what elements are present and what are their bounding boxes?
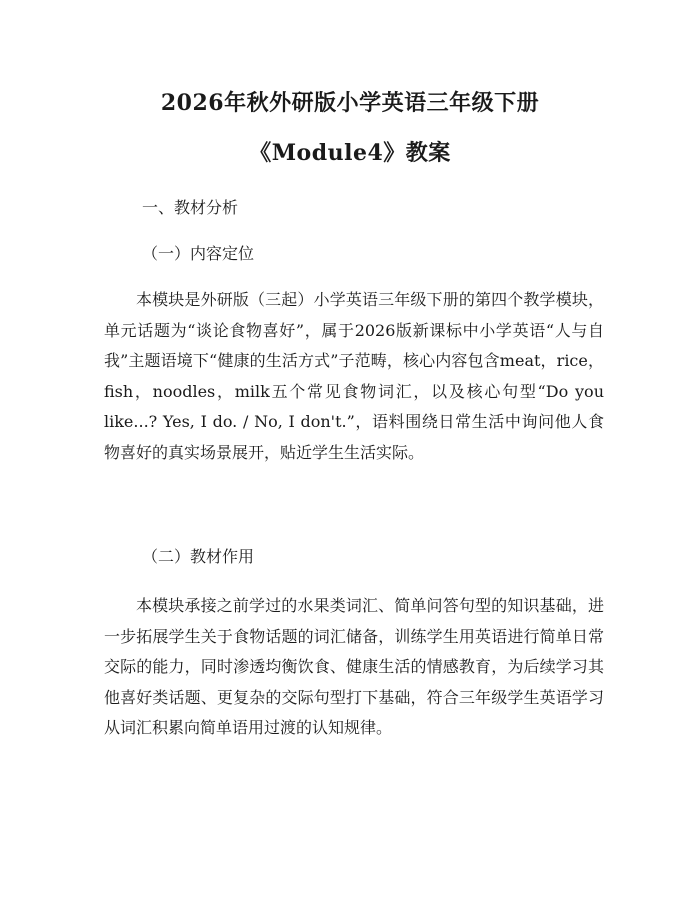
paragraph-material-role: 本模块承接之前学过的水果类词汇、简单问答句型的知识基础，进一步拓展学生关于食物话题的词汇储备，训练学生用英语进行简单日常交际的能力，同时渗透均衡饮食、健康生活的情感教育，为后续学习其他喜好类话题、更复杂的交际句型打下基础，符合三年级学生英语学习从词汇积累向简单语用过渡的认知规律。 (104, 596, 604, 738)
document-title-line2: 《Module4》教案 (249, 140, 451, 166)
section-heading-analysis: 一、教材分析 (142, 198, 239, 217)
subsection-heading-role: （二）教材作用 (142, 547, 255, 566)
document-title-line1: 2026年秋外研版小学英语三年级下册 (160, 90, 540, 116)
subsection-heading-content: （一）内容定位 (142, 244, 255, 263)
paragraph-content-positioning: 本模块是外研版（三起）小学英语三年级下册的第四个教学模块，单元话题为“谈论食物喜好”，属于2026版新课标中小学英语“人与自我”主题语境下“健康的生活方式”子范畴，核心内容包含meat，rice，fish，noodles，milk五个常见食物词汇，以及核心句型“Do you like...? Yes, I do. / No, I don't.”，语料围绕日常生活中询问他人食物喜好的真实场景展开，贴近学生生活实际。 (104, 290, 604, 462)
